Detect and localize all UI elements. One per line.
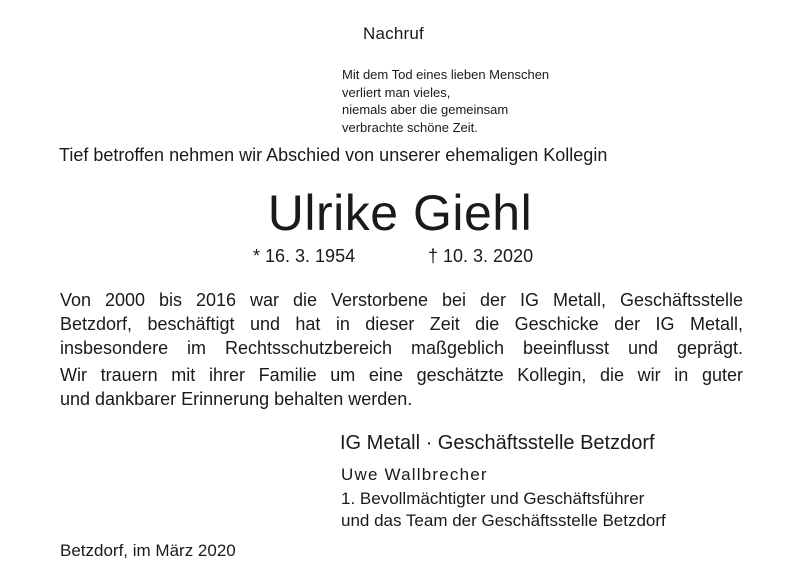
death-date: † 10. 3. 2020	[428, 246, 534, 266]
quote-line: verliert man vieles,	[342, 84, 451, 100]
paragraph-line: und dankbarer Erinnerung behalten werden.	[60, 389, 413, 409]
organization-name: IG Metall · Geschäftsstelle Betzdorf	[340, 432, 655, 454]
notice-heading: Nachruf	[363, 24, 424, 43]
birth-date: * 16. 3. 1954	[253, 246, 356, 266]
quote-line: verbrachte schöne Zeit.	[342, 119, 478, 135]
mourning-paragraph	[60, 363, 743, 411]
role-line: und das Team der Geschäftsstelle Betzdorf	[341, 511, 666, 530]
deceased-name: Ulrike Giehl	[267, 185, 533, 241]
signer-role	[341, 488, 666, 532]
quote-line: Mit dem Tod eines lieben Menschen	[342, 67, 550, 82]
paragraph-line: insbesondere im Rechtsschutzbereich maßgeblich beeinflusst und geprägt.	[60, 338, 743, 358]
career-paragraph	[60, 288, 743, 360]
quote-line: niemals aber die gemeinsam	[342, 102, 509, 117]
memorial-quote	[342, 66, 549, 136]
paragraph-line: Betzdorf, beschäftigt und hat in dieser Zeit die Geschicke der IG Metall,	[60, 314, 743, 334]
place-date: Betzdorf, im März 2020	[60, 541, 236, 560]
intro-text: Tief betroffen nehmen wir Abschied von unserer ehemaligen Kollegin	[59, 145, 608, 165]
signer-name: Uwe Wallbrecher	[341, 465, 488, 484]
role-line: 1. Bevollmächtigter und Geschäftsführer	[341, 489, 645, 508]
paragraph-line: Von 2000 bis 2016 war die Verstorbene bei der IG Metall, Geschäftsstelle	[60, 290, 743, 310]
paragraph-line: Wir trauern mit ihrer Familie um eine geschätzte Kollegin, die wir in guter	[60, 365, 743, 385]
